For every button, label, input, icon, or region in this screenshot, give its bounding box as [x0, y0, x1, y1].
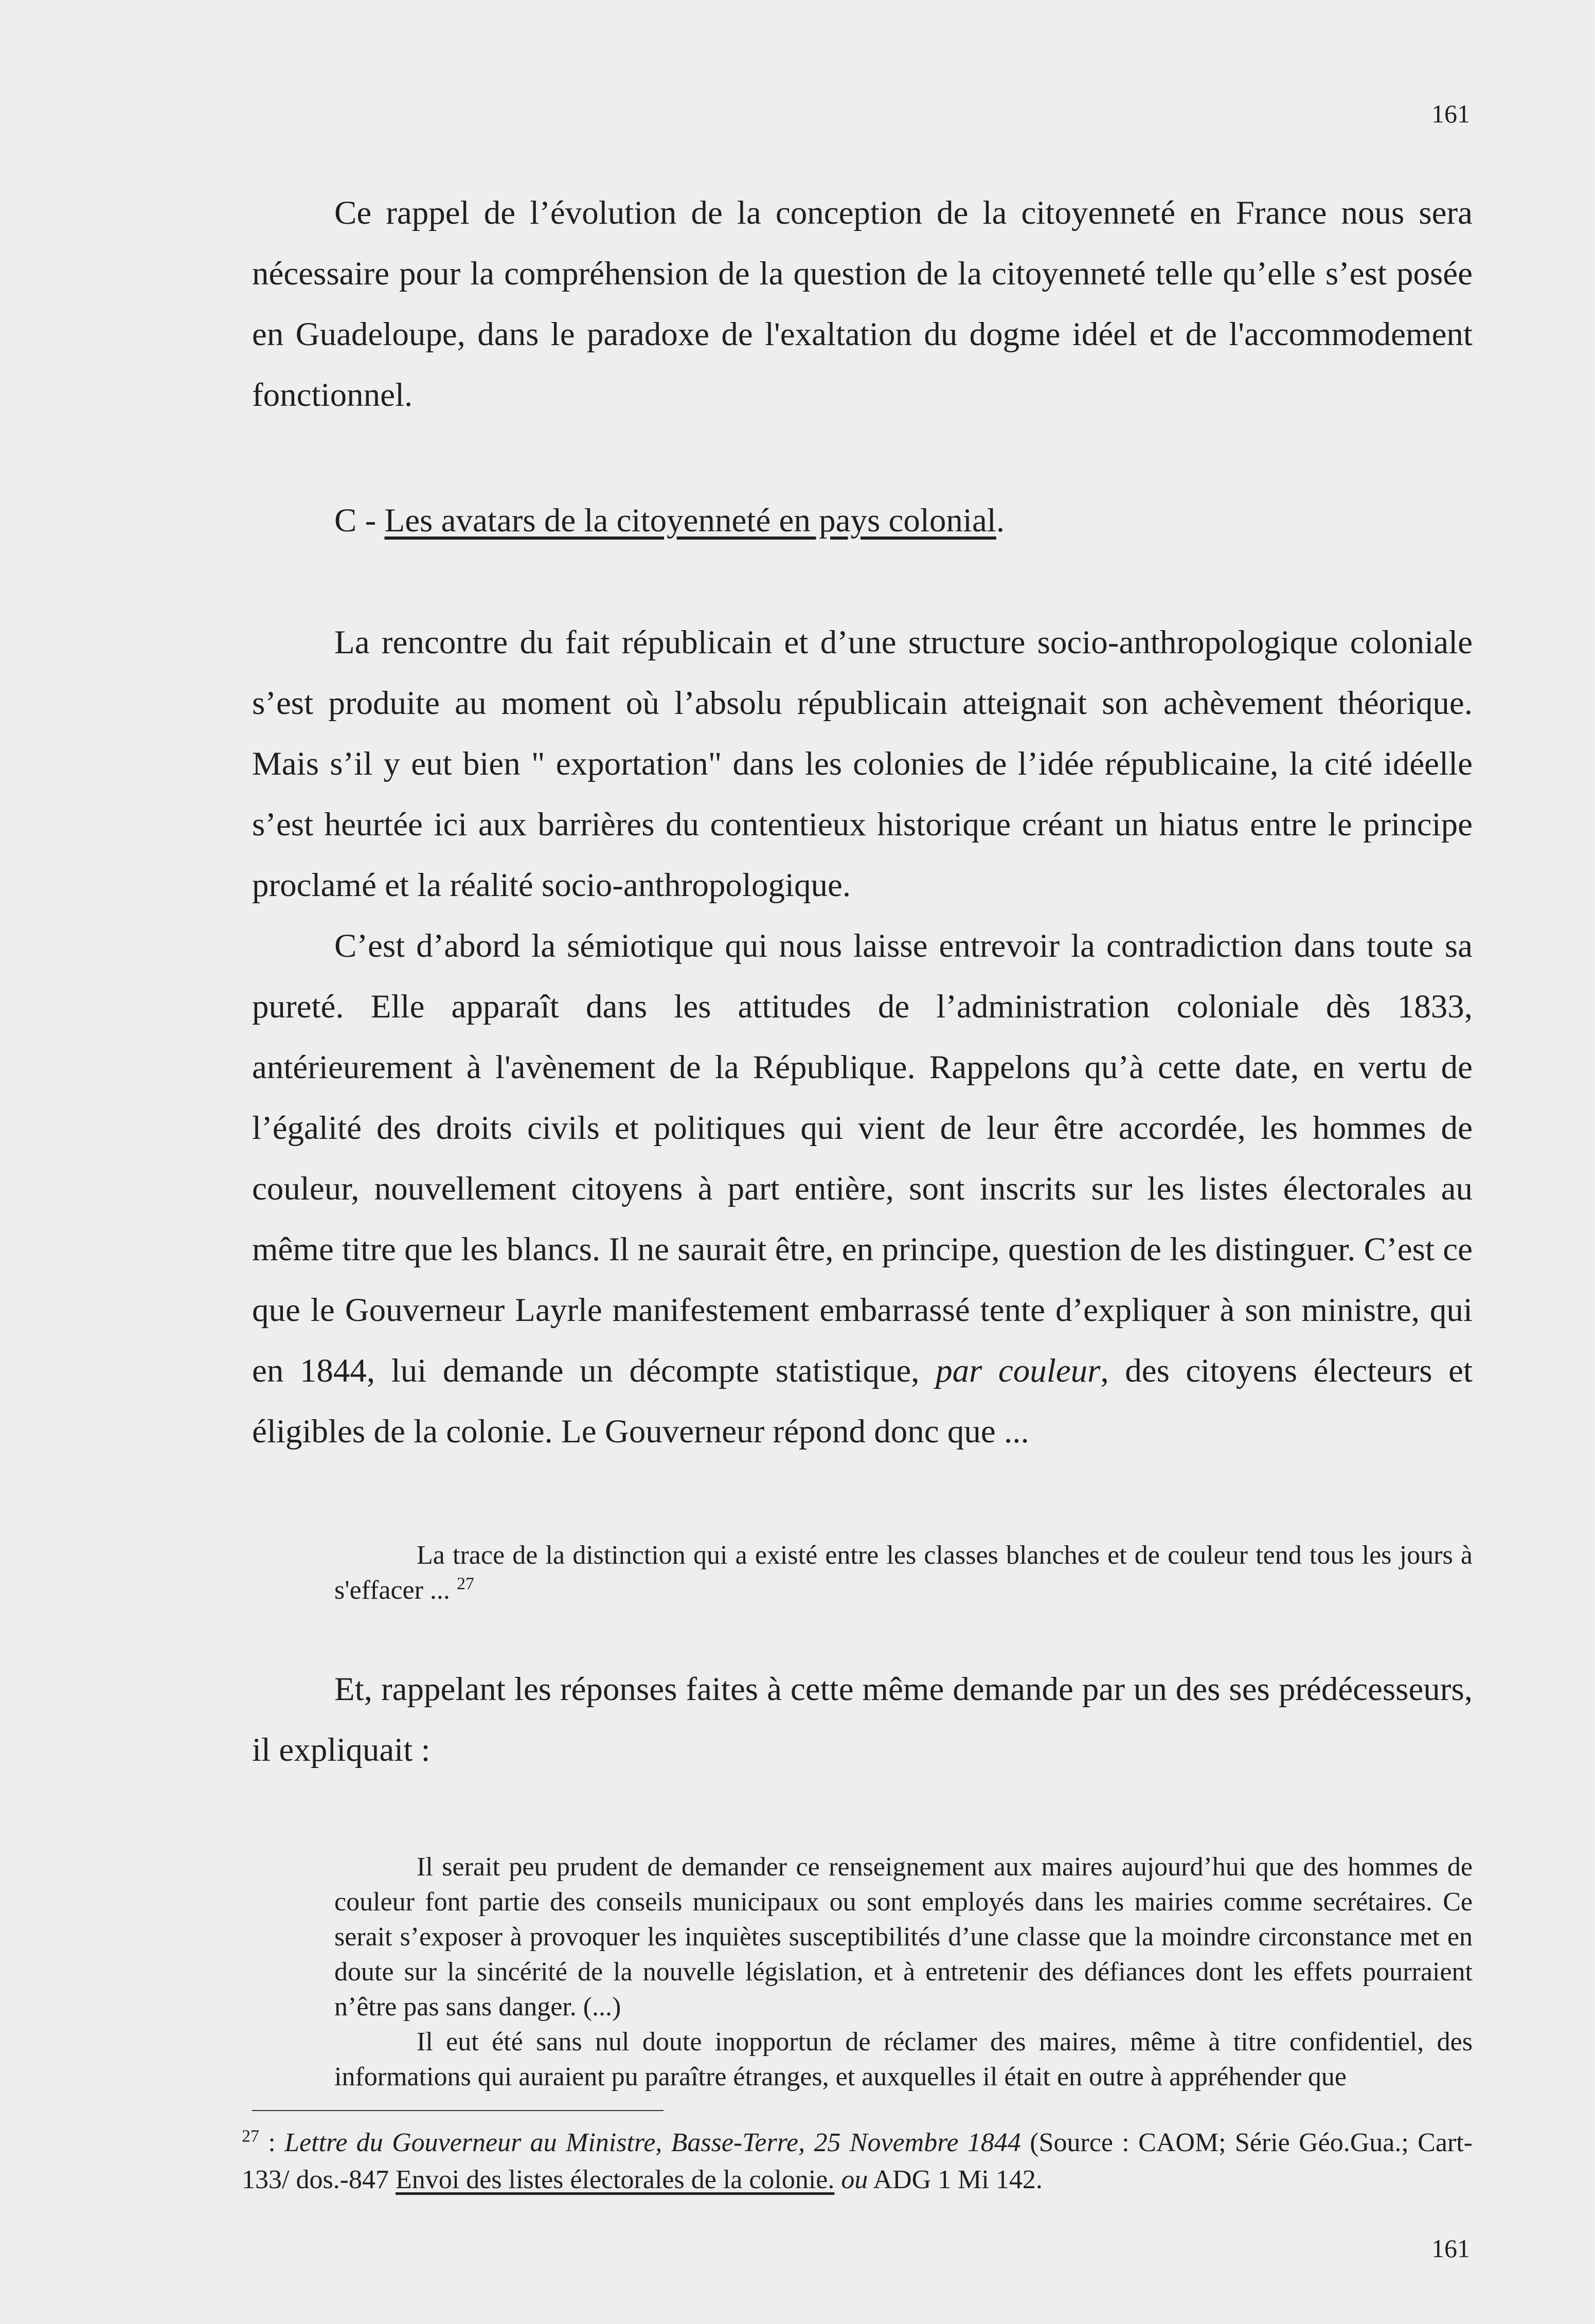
footnote-tail: ADG 1 Mi 142. — [868, 2165, 1043, 2194]
paragraph-text — [252, 916, 1473, 1462]
section-suffix: . — [996, 502, 1005, 539]
footnote-underlined-title: Envoi des listes électorales de la colonie. — [396, 2165, 835, 2194]
quote-paragraph-2: Il eut été sans nul doute inopportun de réclamer des maires, même à titre confidentiel, des informations qui auraient pu paraître étranges, et auxquelles il était en outre à appréhender que — [334, 2027, 1473, 2091]
footnote-source: (Source : CAOM; Série Géo.Gua.; Cart-133/ dos.-847 — [242, 2128, 1473, 2194]
footnote-ref: 27 — [456, 1574, 474, 1594]
paragraph-semiotique — [252, 916, 1473, 1462]
page-number-top: 161 — [1431, 99, 1470, 128]
section-title: Les avatars de la citoyenneté en pays colonial — [384, 502, 996, 539]
paragraph-rencontre — [252, 612, 1473, 916]
footnote-or: ou — [841, 2165, 868, 2194]
emphasis-par-couleur: par couleur — [936, 1352, 1101, 1389]
paragraph-part-2: , des citoyens électeurs et éligibles de la colonie. Le Gouverneur répond donc que ... — [252, 1352, 1473, 1450]
paragraph-text: Ce rappel de l’évolution de la conception de la citoyenneté en France nous sera nécessaire pour la compréhension de la question de la citoyenneté telle qu’elle s’est posée en Guadeloupe, dans le paradoxe de l'exaltation du dogme idéel et de l'accommodement fonctionnel. — [252, 194, 1473, 414]
footnote-sep: : — [259, 2128, 285, 2157]
block-quote-1 — [334, 1538, 1473, 1608]
quote-paragraph-1: Il serait peu prudent de demander ce renseignement aux maires aujourd’hui que des hommes de couleur font partie des conseils municipaux ou sont employés dans les mairies comme secrétaires. Ce serait s’exposer à provoquer les inquiètes susceptibilités d’une classe que la moindre circonstance met en doute sur la sincérité de la nouvelle législation, et à entretenir des défiances dont les effets pourraient n’être pas sans danger. (...) — [334, 1852, 1473, 2022]
section-prefix: C - — [334, 502, 385, 539]
quote-text — [334, 1538, 1473, 1608]
paragraph-rappelant — [252, 1659, 1473, 1780]
paragraph-text: Et, rappelant les réponses faites à cette même demande par un des ses prédécesseurs, il expliquait : — [252, 1671, 1473, 1768]
quote-body: La trace de la distinction qui a existé entre les classes blanches et de couleur tend tous les jours à s'effacer ... — [334, 1541, 1473, 1605]
block-quote-2 — [334, 1850, 1473, 2095]
page-number-bottom: 161 — [1431, 2234, 1470, 2263]
footnote-number: 27 — [242, 2126, 259, 2146]
paragraph-part-1: C’est d’abord la sémiotique qui nous laisse entrevoir la contradiction dans toute sa pureté. Elle apparaît dans les attitudes de l’administration coloniale dès 1833, antérieurement à l'avènement de la République. Rappelons qu’à cette date, en vertu de l’égalité des droits civils et politiques qui vient de leur être accordée, les hommes de couleur, nouvellement citoyens à part entière, sont inscrits sur les listes électorales au même titre que les blancs. Il ne saurait être, en principe, question de les distinguer. C’est ce que le Gouverneur Layrle manifestement embarrassé tente d’expliquer à son ministre, qui en 1844, lui demande un décompte statistique, — [252, 927, 1473, 1389]
footnote-separator — [252, 2110, 664, 2111]
paragraph-text: La rencontre du fait républicain et d’une structure socio-anthropologique coloniale s’est produite au moment où l’absolu républicain atteignait son achèvement théorique. Mais s’il y eut bien " exportation" dans les colonies de l’idée républicaine, la cité idéelle s’est heurtée ici aux barrières du contentieux historique créant un hiatus entre le principe proclamé et la réalité socio-anthropologique. — [252, 624, 1473, 904]
footnote-italic-ref: Lettre du Gouverneur au Ministre, Basse-Terre, 25 Novembre 1844 — [284, 2128, 1021, 2157]
footnote-27 — [242, 2124, 1473, 2198]
paragraph-intro — [252, 183, 1473, 425]
section-heading — [334, 490, 1005, 551]
